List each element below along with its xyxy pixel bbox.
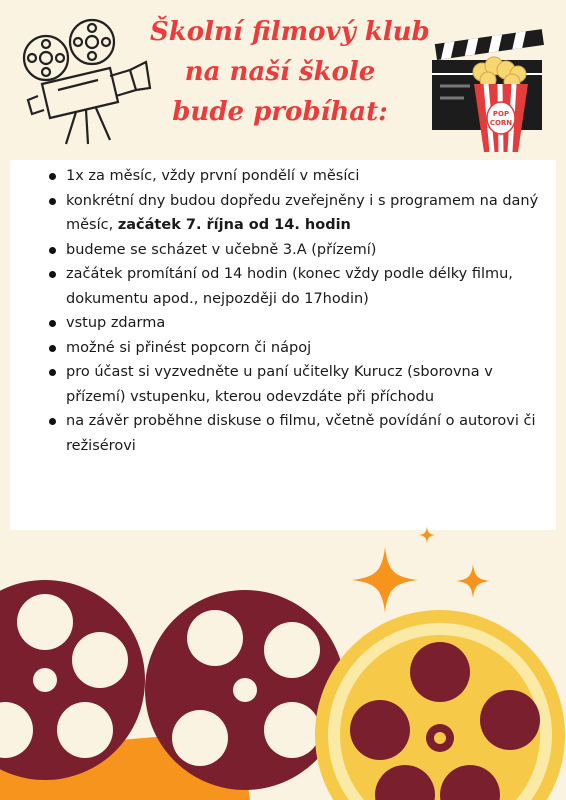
list-item: budeme se scházet v učebně 3.A (přízemí) [66,238,546,263]
list-item: 1x za měsíc, vždy první pondělí v měsíci [66,164,546,189]
title-line-3: bude probíhat: [172,97,388,127]
film-camera-icon [14,18,154,148]
title-line-2: na naší škole [184,57,376,87]
svg-text:POP: POP [492,110,510,118]
list-item: začátek promítání od 14 hodin (konec vždy podle délky filmu, dokumentu apod., nejpozději do 17hodin) [66,262,546,311]
list-item: možné si přinést popcorn či nápoj [66,336,546,361]
clapperboard-popcorn-icon [420,24,550,159]
start-date: začátek 7. října od 14. hodin [117,217,351,233]
list-item: konkrétní dny budou dopředu zveřejněny i s programem na daný měsíc, začátek 7. října od 14. hodin [66,189,546,238]
page-title [150,12,430,132]
title-line-1: Školní filmový klub [150,17,430,47]
sparkle-icon [418,526,436,544]
info-panel [10,160,556,530]
film-reels-decoration [0,560,566,800]
svg-text:CORN: CORN [489,119,513,127]
list-item: vstup zdarma [66,311,546,336]
details-list [66,164,546,458]
list-item: pro účast si vyzvedněte u paní učitelky Kurucz (sborovna v přízemí) vstupenku, kterou odevzdáte při příchodu [66,360,546,409]
list-item: na závěr proběhne diskuse o filmu, včetně povídání o autorovi či režisérovi [66,409,546,458]
